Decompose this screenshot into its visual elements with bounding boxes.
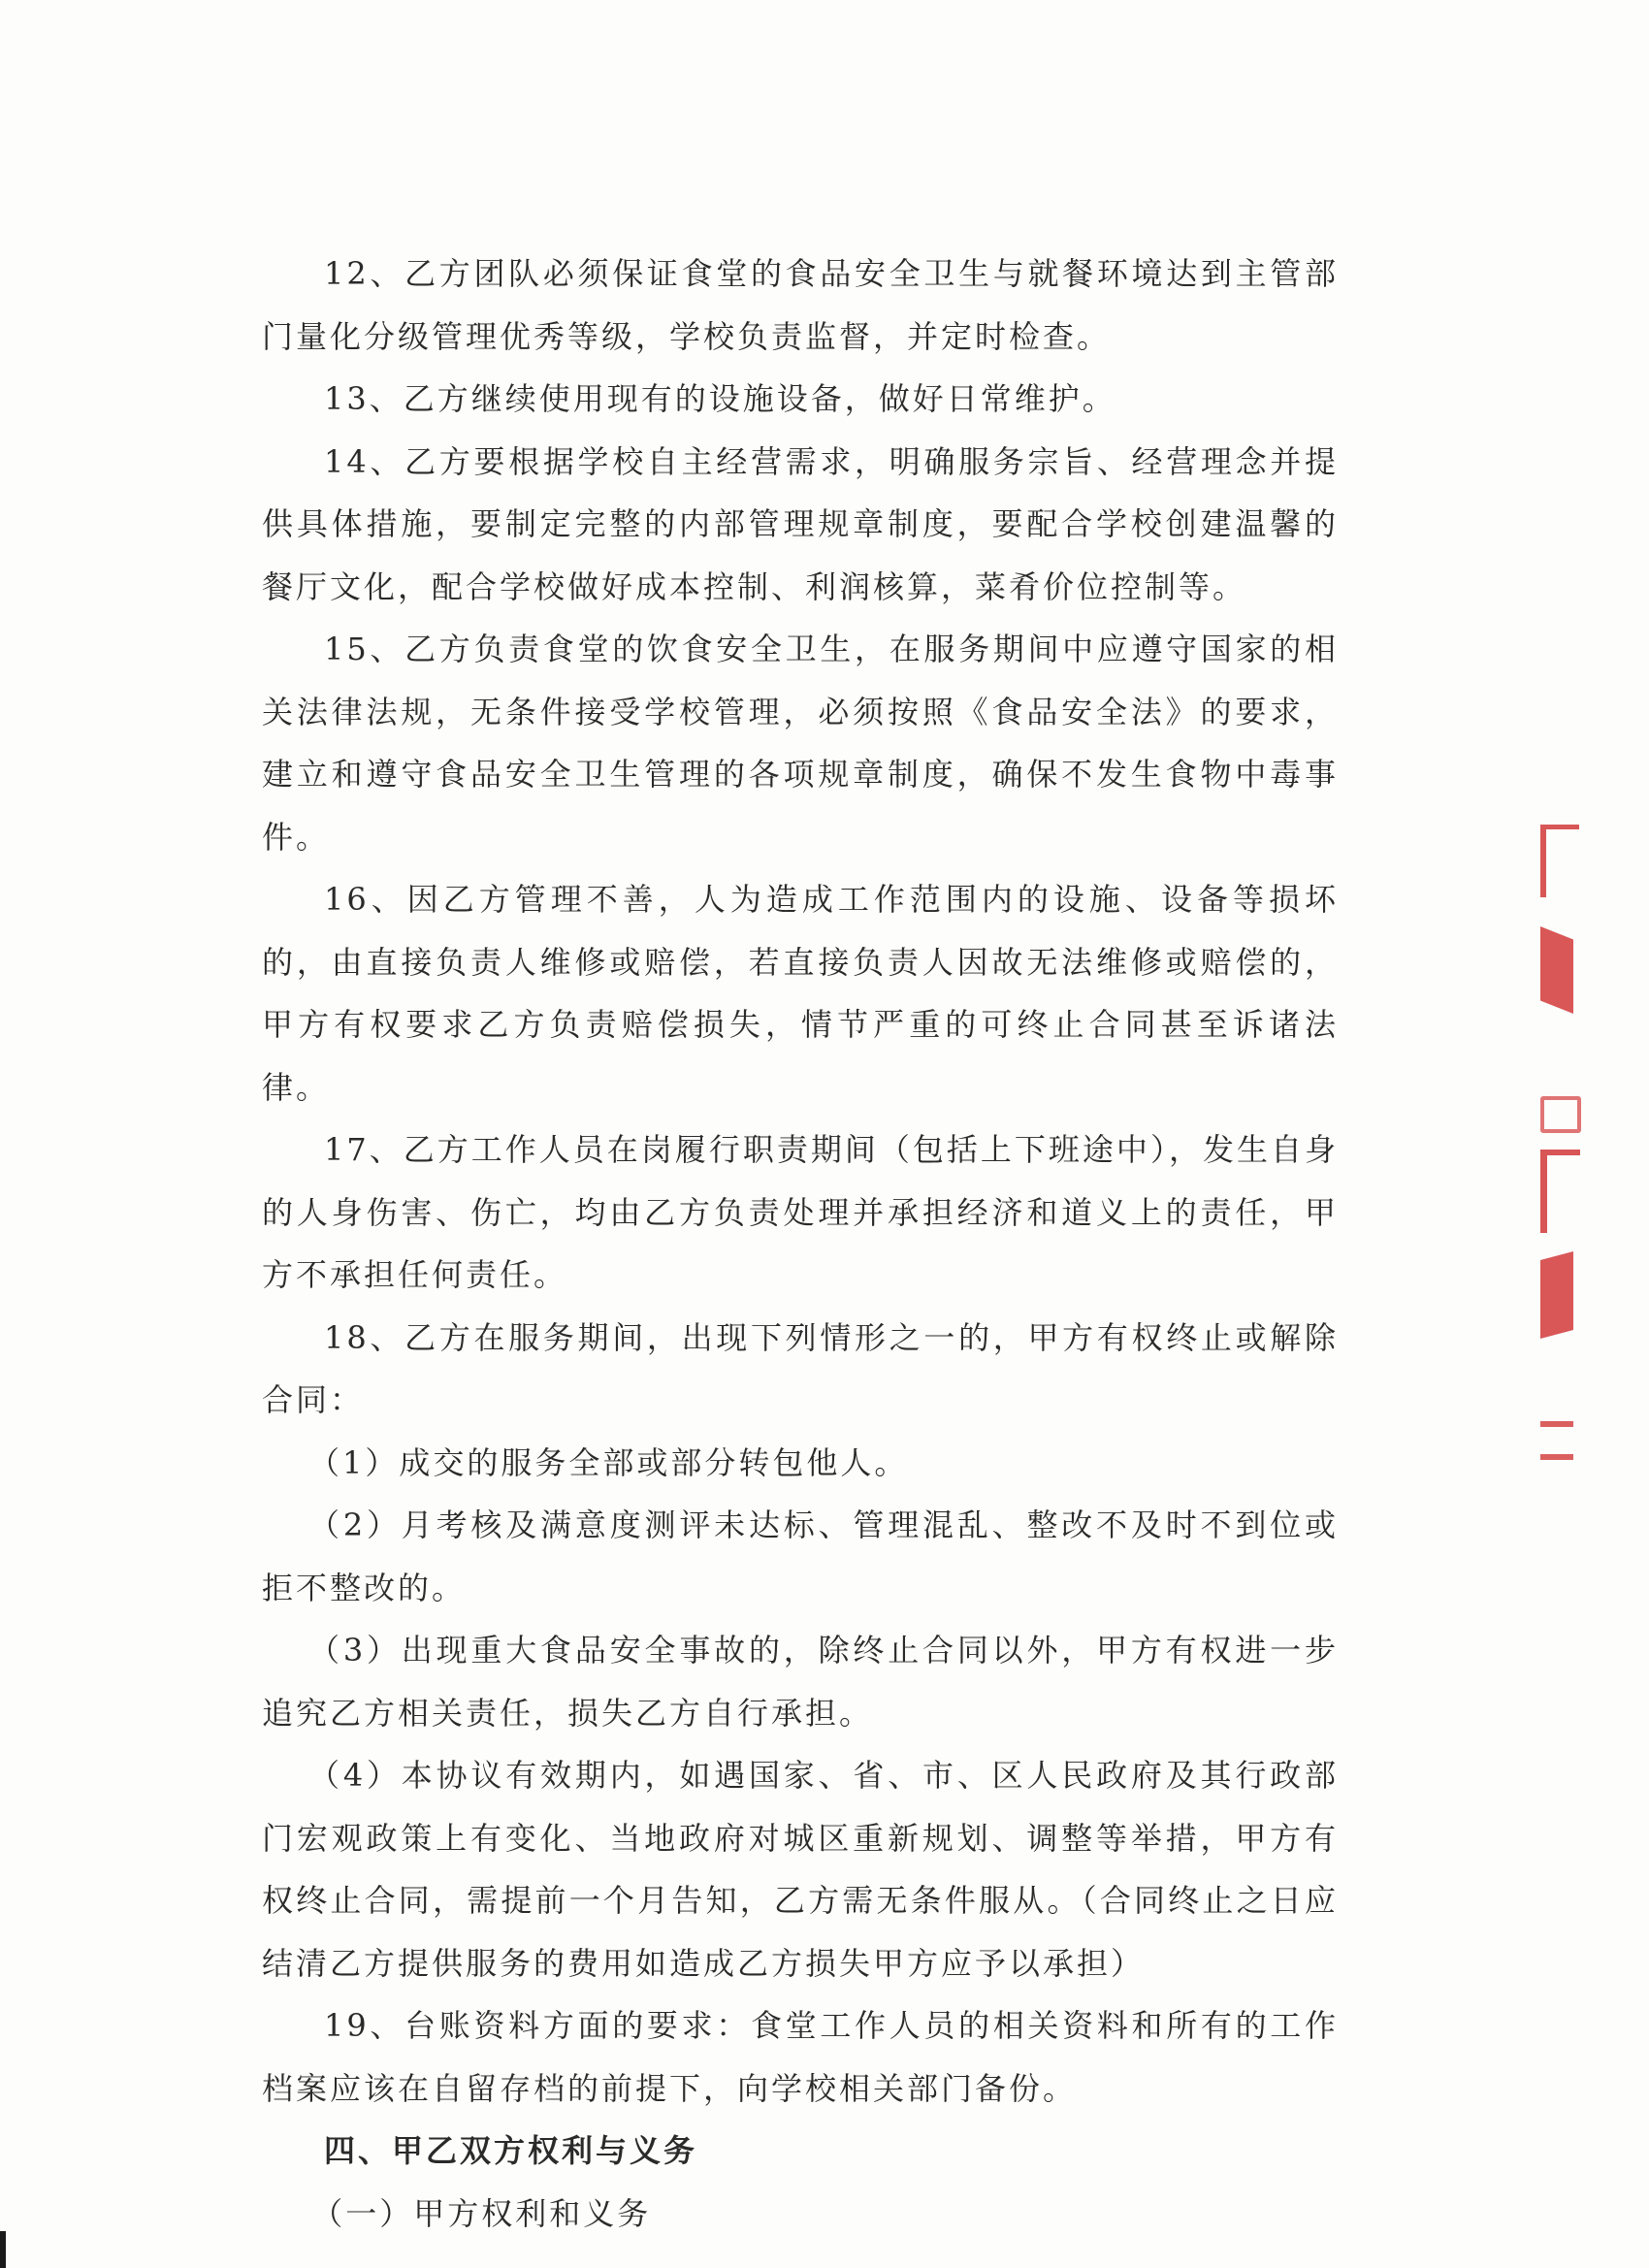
clause-18-item-3: （3）出现重大食品安全事故的，除终止合同以外，甲方有权进一步追究乙方相关责任，损失乙方自行承担。 [262, 1632, 1339, 1732]
seal-fragment-2 [1540, 926, 1573, 1014]
seal-fragment-4 [1540, 1150, 1580, 1233]
seal-fragment-3 [1540, 1096, 1581, 1133]
clause-16: 16、因乙方管理不善，人为造成工作范围内的设施、设备等损坏的，由直接负责人维修或赔偿，若直接负责人因故无法维修或赔偿的，甲方有权要求乙方负责赔偿损失，情节严重的可终止合同甚至诉诸法律。 [262, 881, 1339, 1106]
subsection-heading: （一）甲方权利和义务 [311, 2194, 652, 2232]
clause-15: 15、乙方负责食堂的饮食安全卫生，在服务期间中应遵守国家的相关法律法规，无条件接受学校管理，必须按照《食品安全法》的要求，建立和遵守食品安全卫生管理的各项规章制度，确保不发生食物中毒事件。 [262, 631, 1339, 856]
section-heading: 四、甲乙双方权利与义务 [324, 2132, 698, 2169]
clause-12: 12、乙方团队必须保证食堂的食品安全卫生与就餐环境达到主管部门量化分级管理优秀等级，学校负责监督，并定时检查。 [262, 255, 1339, 355]
clause-13: 13、乙方继续使用现有的设施设备，做好日常维护。 [324, 380, 1116, 417]
clause-18-item-2: （2）月考核及满意度测评未达标、管理混乱、整改不及时不到位或拒不整改的。 [262, 1507, 1339, 1606]
contract-body [262, 243, 1339, 2245]
clause-18-item-4: （4）本协议有效期内，如遇国家、省、市、区人民政府及其行政部门宏观政策上有变化、当地政府对城区重新规划、调整等举措，甲方有权终止合同，需提前一个月告知，乙方需无条件服从。（合同终止之日应结清乙方提供服务的费用如造成乙方损失甲方应予以承担） [262, 1757, 1339, 1982]
clause-18-item-1: （1）成交的服务全部或部分转包他人。 [308, 1443, 909, 1481]
clause-19: 19、台账资料方面的要求：食堂工作人员的相关资料和所有的工作档案应该在自留存档的前提下，向学校相关部门备份。 [262, 2007, 1339, 2107]
clause-14: 14、乙方要根据学校自主经营需求，明确服务宗旨、经营理念并提供具体措施，要制定完整的内部管理规章制度，要配合学校创建温馨的餐厅文化，配合学校做好成本控制、利润核算，菜肴价位控制等。 [262, 442, 1339, 605]
scan-edge-mark [0, 2231, 6, 2268]
seal-fragment-6 [1540, 1421, 1573, 1460]
seal-fragment-5 [1540, 1251, 1573, 1339]
clause-18: 18、乙方在服务期间，出现下列情形之一的，甲方有权终止或解除合同： [262, 1318, 1339, 1418]
clause-17: 17、乙方工作人员在岗履行职责期间（包括上下班途中），发生自身的人身伤害、伤亡，均由乙方负责处理并承担经济和道义上的责任，甲方不承担任何责任。 [262, 1131, 1339, 1293]
seal-fragment-1 [1540, 825, 1579, 897]
